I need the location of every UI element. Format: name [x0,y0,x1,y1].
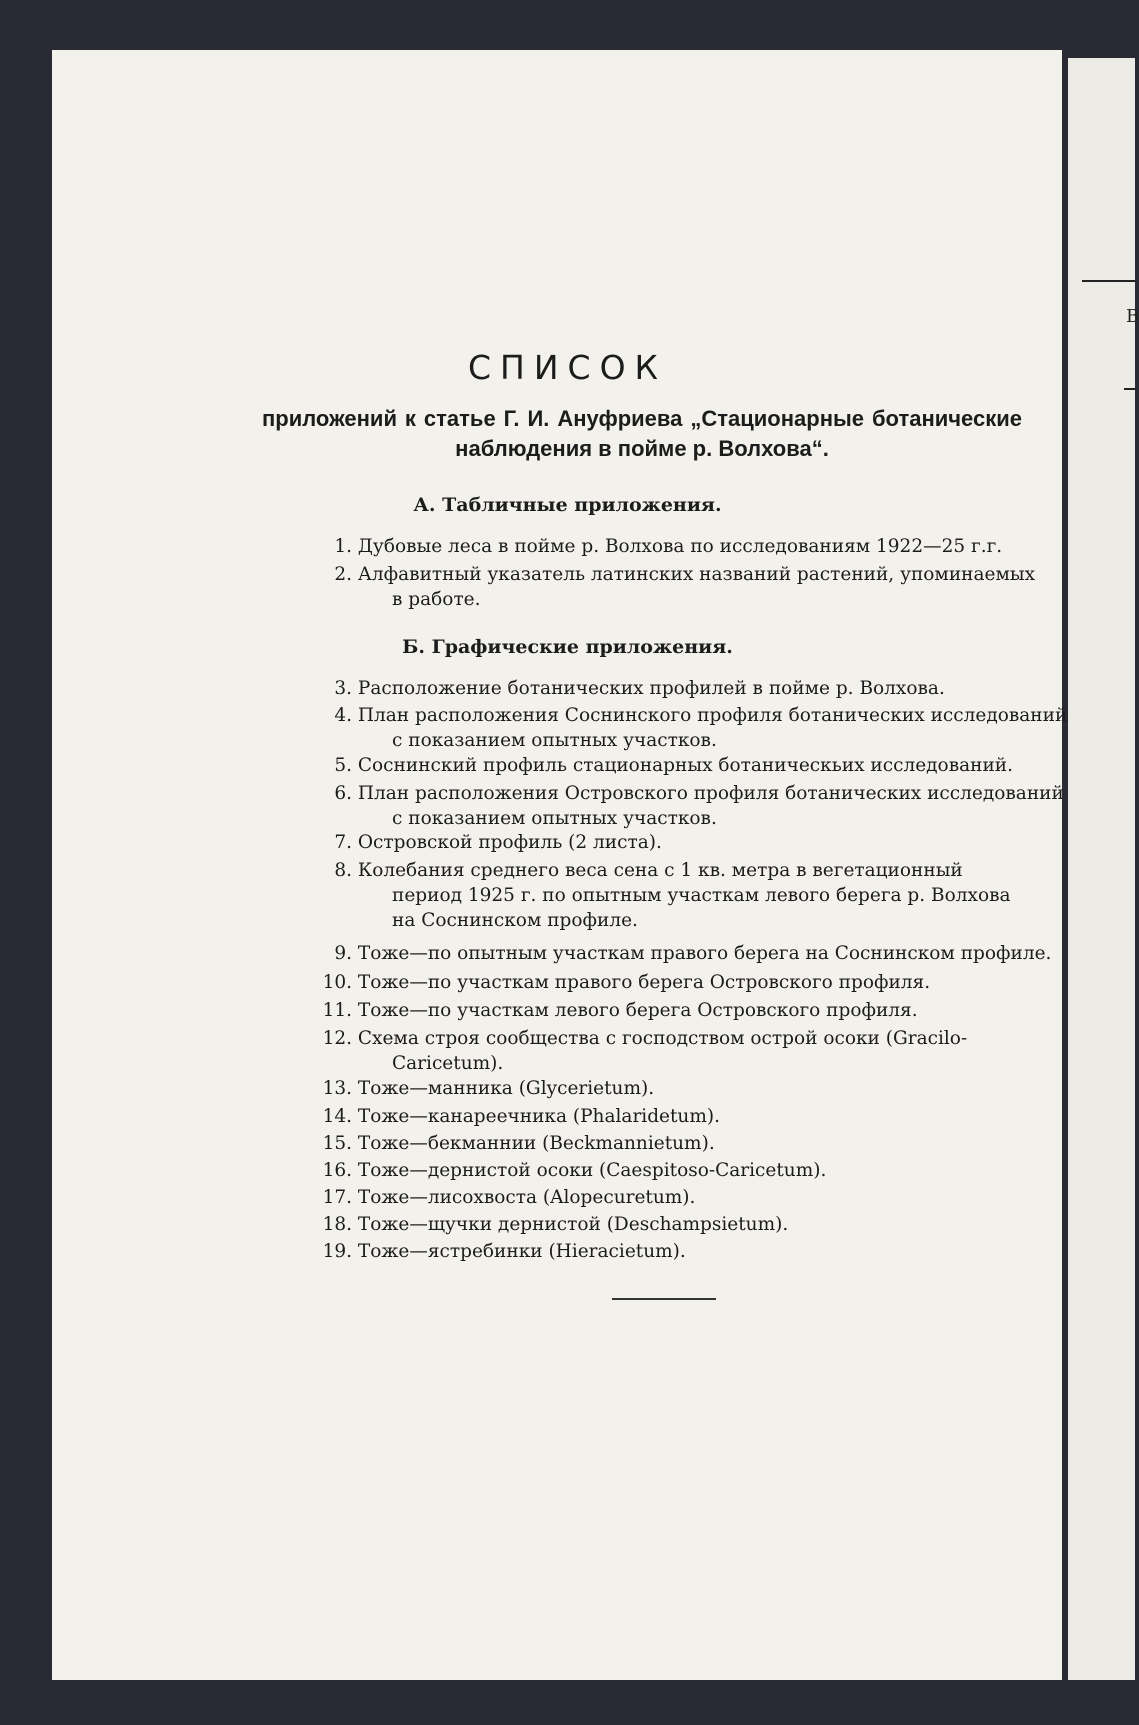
list-item [300,1185,1020,1210]
item-number: 4. [334,705,352,726]
item-text: Соснинский профиль стационарных ботаническьих исследований. [357,755,1014,776]
item-number: 5. [334,755,352,776]
list-item [300,1104,1020,1129]
item-text-continued: период 1925 г. по опытным участкам левого берега р. Волхова [392,885,1011,906]
list-item [300,781,1064,829]
item-text: Тоже—по опытным участкам правого берега на Соснинском профиле. [357,943,1052,964]
item-number: 12. [322,1028,352,1049]
document-title: СПИСОК [468,348,667,387]
item-text: Тоже—по участкам правого берега Островского профиля. [357,972,931,993]
list-item [300,1131,1020,1156]
item-number: 10. [322,972,352,993]
section-heading: А. Табличные приложения. [413,494,722,516]
adjacent-page-rule [1124,388,1135,390]
item-text: Тоже—лисохвоста (Alopecuretum). [357,1187,696,1208]
adjacent-page-rule [1082,280,1135,282]
item-number: 15. [322,1133,352,1154]
item-text-continued: Caricetum). [392,1053,504,1074]
item-number: 8. [334,860,352,881]
item-text-continued: с показанием опытных участков. [392,808,717,829]
item-text: Тоже—канареечника (Phalaridetum). [357,1106,720,1127]
item-number: 3. [334,678,352,699]
item-text: Алфавитный указатель латинских названий растений, упоминаемых [357,564,1036,585]
item-text: Дубовые леса в пойме р. Волхова по исследованиям 1922—25 г.г. [357,536,1003,557]
list-item [300,970,1020,995]
list-item [300,753,1020,778]
item-text: Островской профиль (2 листа). [357,832,662,853]
item-number: 6. [334,783,352,804]
item-number: 9. [334,943,352,964]
adjacent-page-edge [1068,58,1139,1680]
item-text-continued: в работе. [392,589,481,610]
list-item [300,998,1020,1023]
list-item [300,941,1052,966]
item-text: Колебания среднего веса сена с 1 кв. метра в вегетационный [357,860,963,881]
item-number: 1. [334,536,352,557]
adjacent-page-letter: В [1126,306,1139,327]
item-number: 19. [322,1241,352,1262]
item-text: Тоже—ястребинки (Hieracietum). [357,1241,686,1262]
item-number: 2. [334,564,352,585]
item-number: 18. [322,1214,352,1235]
item-text-continued: с показанием опытных участков. [392,730,717,751]
item-text: Тоже—щучки дернистой (Deschampsietum). [357,1214,789,1235]
list-item [300,703,1068,751]
item-number: 11. [322,1000,352,1021]
item-text: Схема строя сообщества с господством острой осоки (Gracilo- [357,1028,968,1049]
list-item [300,1026,1020,1074]
list-item [300,1158,1020,1183]
document-subtitle: приложений к статье Г. И. Ануфриева „Стационарные ботанические наблюдения в пойме р. Волхова“. [262,406,1022,461]
item-text-continued: на Соснинском профиле. [392,910,638,931]
list-item [300,1076,1020,1101]
list-item [300,562,1036,610]
item-text: Тоже—по участкам левого берега Островского профиля. [357,1000,918,1021]
item-text: План расположения Соснинского профиля ботанических исследований [357,705,1068,726]
closing-rule [612,1298,716,1300]
list-item [300,676,1020,701]
item-number: 13. [322,1078,352,1099]
section-heading: Б. Графические приложения. [402,636,733,658]
list-item [300,534,1020,559]
item-text: Тоже—манника (Glycerietum). [357,1078,655,1099]
list-item [300,1212,1020,1237]
list-item [300,830,1020,855]
list-item [300,1239,1020,1264]
item-text: Расположение ботанических профилей в пойме р. Волхова. [357,678,945,699]
item-text: План расположения Островского профиля ботанических исследований [357,783,1064,804]
list-item [300,858,1020,931]
item-number: 14. [322,1106,352,1127]
item-number: 17. [322,1187,352,1208]
item-text: Тоже—дернистой осоки (Caespitoso-Caricetum). [357,1160,827,1181]
item-number: 7. [334,832,352,853]
item-number: 16. [322,1160,352,1181]
item-text: Тоже—бекманнии (Beckmannietum). [357,1133,715,1154]
